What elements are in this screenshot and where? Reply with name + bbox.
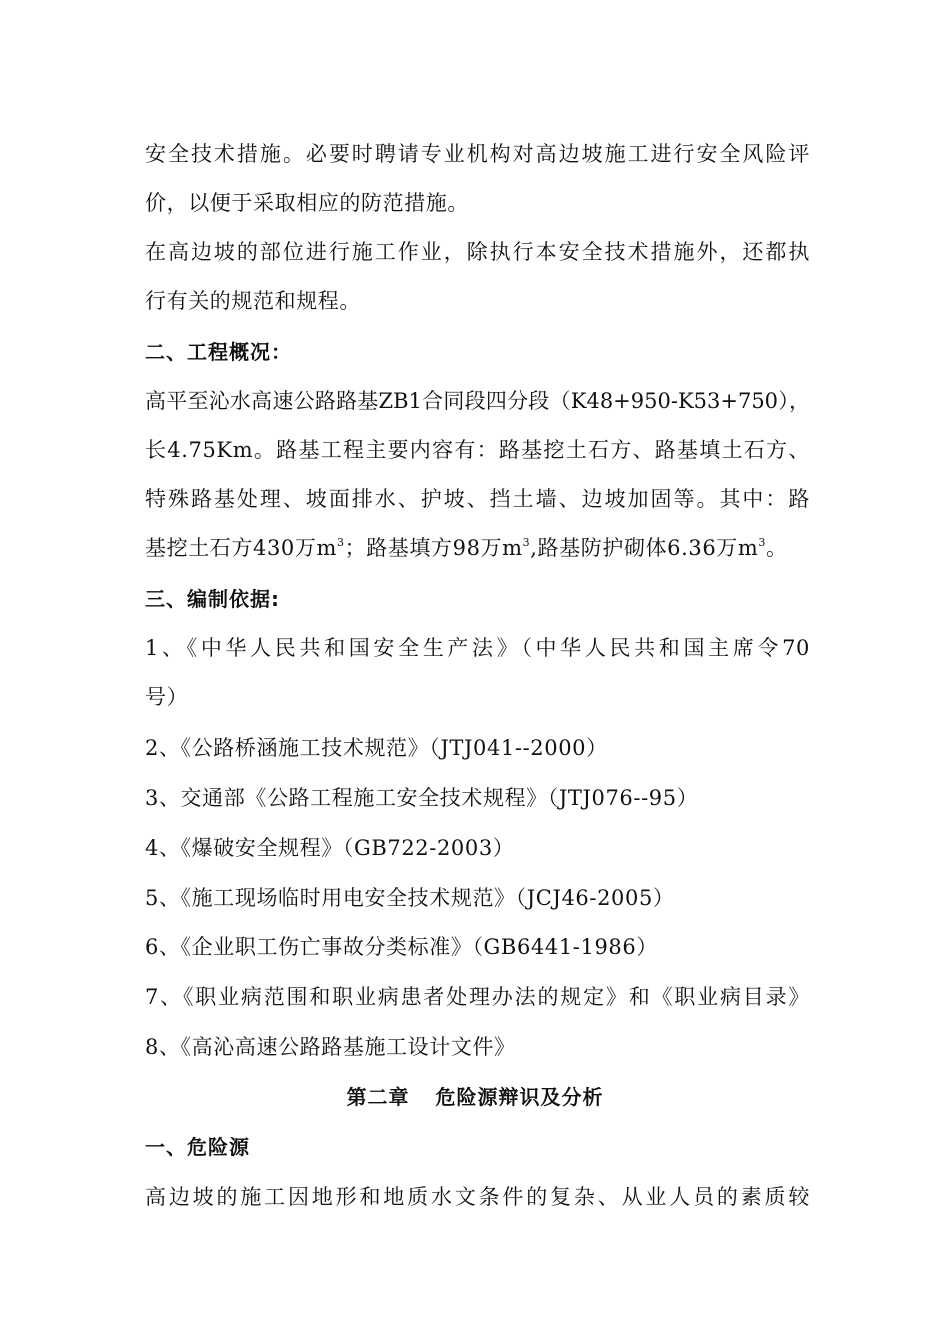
section-heading-basis: 三、编制依据: bbox=[145, 587, 280, 611]
section-heading-hazards: 一、危险源 bbox=[145, 1135, 250, 1159]
reference-item: 4、《爆破安全规程》（GB722-2003） bbox=[145, 836, 515, 860]
quantity-text: ,路基防护砌体6.36万m bbox=[530, 536, 759, 560]
paragraph-line: 行有关的规范和规程。 bbox=[145, 289, 361, 313]
paragraph-line: 特殊路基处理、坡面排水、护坡、挡土墙、边坡加固等。其中：路 bbox=[145, 487, 810, 511]
paragraph-line: 安全技术措施。必要时聘请专业机构对高边坡施工进行安全风险评 bbox=[145, 142, 810, 166]
chapter-name: 危险源辩识及分析 bbox=[435, 1085, 604, 1109]
reference-item: 2、《公路桥涵施工技术规范》（JTJ041--2000） bbox=[145, 736, 608, 760]
superscript: 3 bbox=[337, 536, 345, 549]
reference-item: 1、《中华人民共和国安全生产法》（中华人民共和国主席令70 bbox=[145, 636, 810, 660]
paragraph-line: 价，以便于采取相应的防范措施。 bbox=[145, 191, 469, 215]
paragraph-line: 高边坡的施工因地形和地质水文条件的复杂、从业人员的素质较 bbox=[145, 1185, 810, 1209]
chapter-title bbox=[0, 1082, 950, 1112]
reference-item: 7、《职业病范围和职业病患者处理办法的规定》和《职业病目录》 bbox=[145, 985, 810, 1009]
section-heading-project-overview: 二、工程概况： bbox=[145, 340, 292, 364]
paragraph-line: 在高边坡的部位进行施工作业，除执行本安全技术措施外，还都执 bbox=[145, 240, 810, 264]
paragraph-line-quantities bbox=[145, 533, 810, 563]
paragraph-line: 高平至沁水高速公路路基ZB1合同段四分段（K48+950-K53+750）， bbox=[145, 389, 810, 413]
reference-item: 号） bbox=[145, 685, 189, 709]
quantity-text: 基挖土石方430万m bbox=[145, 536, 337, 560]
chapter-number: 第二章 bbox=[346, 1085, 410, 1109]
superscript: 3 bbox=[758, 536, 767, 549]
paragraph-line: 长4.75Km。路基工程主要内容有：路基挖土石方、路基填土石方、 bbox=[145, 438, 810, 462]
quantity-text: 。 bbox=[766, 536, 788, 560]
reference-item: 5、《施工现场临时用电安全技术规范》（JCJ46-2005） bbox=[145, 886, 675, 910]
reference-item: 3、交通部《公路工程施工安全技术规程》（JTJ076--95） bbox=[145, 786, 699, 810]
quantity-text: ；路基填方98万m bbox=[344, 536, 523, 560]
reference-item: 6、《企业职工伤亡事故分类标准》（GB6441-1986） bbox=[145, 935, 658, 959]
superscript: 3 bbox=[522, 536, 531, 549]
reference-item: 8、《高沁高速公路路基施工设计文件》 bbox=[145, 1035, 516, 1059]
